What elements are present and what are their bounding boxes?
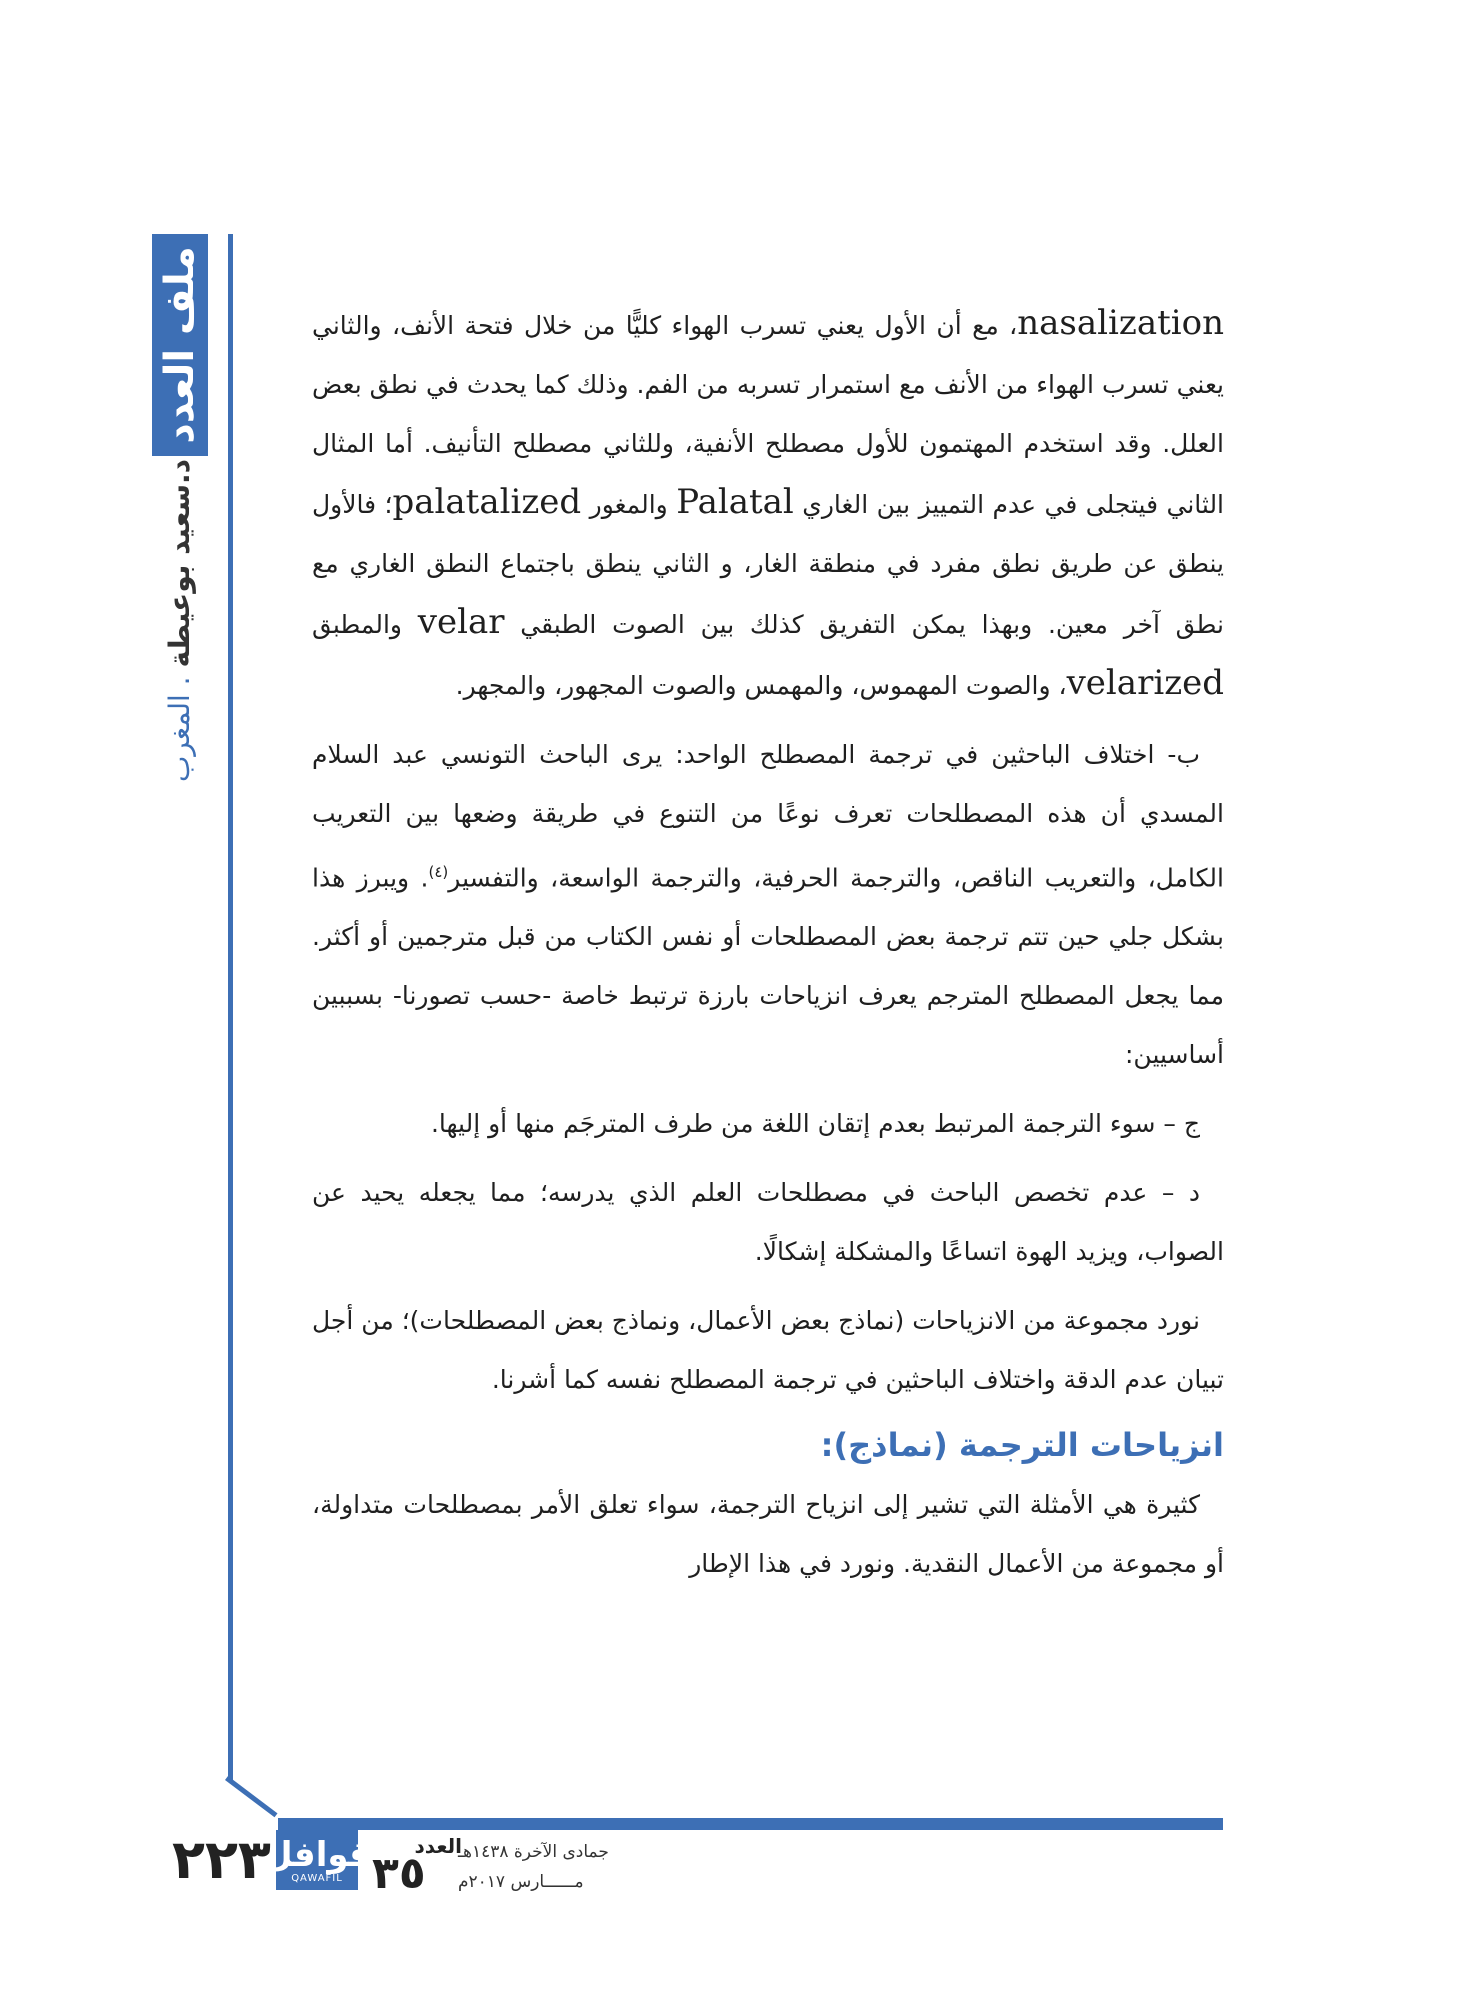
- text-run: ب- اختلاف الباحثين في ترجمة المصطلح الواحد: يرى الباحث التونسي عبد السلام المسدي أن هذه المصطلحات تعرف نوعًا من التنوع في طريقة وضعها بين التعريب الكامل، والتعريب الناقص، والترجمة الحرفية، والترجمة الواسعة، والتفسير: [312, 740, 1224, 893]
- paragraph-4: د – عدم تخصص الباحث في مصطلحات العلم الذي يدرسه؛ مما يجعله يحيد عن الصواب، ويزيد الهوة اتساعًا والمشكلة إشكالًا.: [312, 1178, 1224, 1267]
- paragraph-3: ج – سوء الترجمة المرتبط بعدم إتقان اللغة من طرف المترجَم منها أو إليها.: [430, 1109, 1200, 1139]
- paragraph-2: [312, 725, 1224, 1084]
- page-number: ٢٢٣: [172, 1828, 271, 1891]
- author-name: د.سعيد بوعيطة: [163, 458, 197, 668]
- date-hijri: جمادى الآخرة ١٤٣٨هـ: [458, 1842, 609, 1862]
- date-gregorian: مــــــارس ٢٠١٧م: [458, 1872, 584, 1892]
- paragraph-1: [312, 294, 1224, 715]
- term-velarized: velarized: [1066, 663, 1224, 703]
- text-run: ، مع أن الأول يعني تسرب الهواء كليًّا من خلال فتحة الأنف، والثاني يعني تسرب الهواء من الأنف مع استمرار تسربه من الفم. وذلك كما يحدث في نطق بعض العلل. وقد استخدم المهتمون للأول مصطلح الأنفية، وللثاني مصطلح التأنيف. أما المثال الثاني فيتجلى في عدم التمييز بين الغاري: [312, 311, 1225, 519]
- paragraph-6: كثيرة هي الأمثلة التي تشير إلى انزياح الترجمة، سواء تعلق الأمر بمصطلحات متداولة، أو مجموعة من الأعمال النقدية. ونورد في هذا الإطار: [312, 1490, 1224, 1579]
- section-title-tab: [152, 234, 208, 456]
- term-palatal: Palatal: [676, 482, 794, 522]
- text-run: ؛ فالأول ينطق عن طريق نطق مفرد في منطقة الغار، و الثاني ينطق باجتماع النطق الغاري مع نطق آخر معين. وبهذا يمكن التفريق كذلك بين الصوت الطبقي: [312, 490, 1224, 639]
- issue-label: العدد: [414, 1834, 462, 1858]
- author-country: . المغرب: [163, 675, 197, 782]
- article-body: [312, 294, 1224, 1603]
- text-run: والمطبق: [312, 610, 418, 639]
- author-block: [152, 458, 208, 782]
- term-velar: velar: [417, 602, 505, 642]
- footnote-ref: (٤): [428, 863, 449, 881]
- text-run: ، والصوت المهموس، والمهمس والصوت المجهور، والمجهر.: [455, 671, 1067, 700]
- frame-line-left: [228, 234, 233, 1780]
- logo-latin: QAWAFIL: [291, 1872, 343, 1884]
- issue-number: ٣٥: [372, 1848, 426, 1899]
- term-palatalized: palatalized: [392, 482, 582, 522]
- frame-line-bottom: [278, 1818, 1223, 1830]
- magazine-logo: [263, 1830, 371, 1890]
- paragraph-5: نورد مجموعة من الانزياحات (نماذج بعض الأعمال، ونماذج بعض المصطلحات)؛ من أجل تبيان عدم الدقة واختلاف الباحثين في ترجمة المصطلح نفسه كما أشرنا.: [312, 1306, 1224, 1395]
- section-heading: انزياحات الترجمة (نماذج):: [820, 1426, 1224, 1465]
- logo-text: قوافل: [263, 1834, 371, 1875]
- term-nasalization: nasalization: [1017, 303, 1224, 343]
- frame-line-diagonal: [225, 1776, 278, 1817]
- section-title: ملف العدد: [157, 246, 204, 444]
- text-run: . ويبرز هذا بشكل جلي حين تتم ترجمة بعض المصطلحات أو نفس الكتاب من قبل مترجمين أو أكثر. مما يجعل المصطلح المترجم يعرف انزياحات بارزة ترتبط خاصة -حسب تصورنا- بسببين أساسيين:: [312, 863, 1224, 1070]
- text-run: والمغور: [581, 490, 677, 519]
